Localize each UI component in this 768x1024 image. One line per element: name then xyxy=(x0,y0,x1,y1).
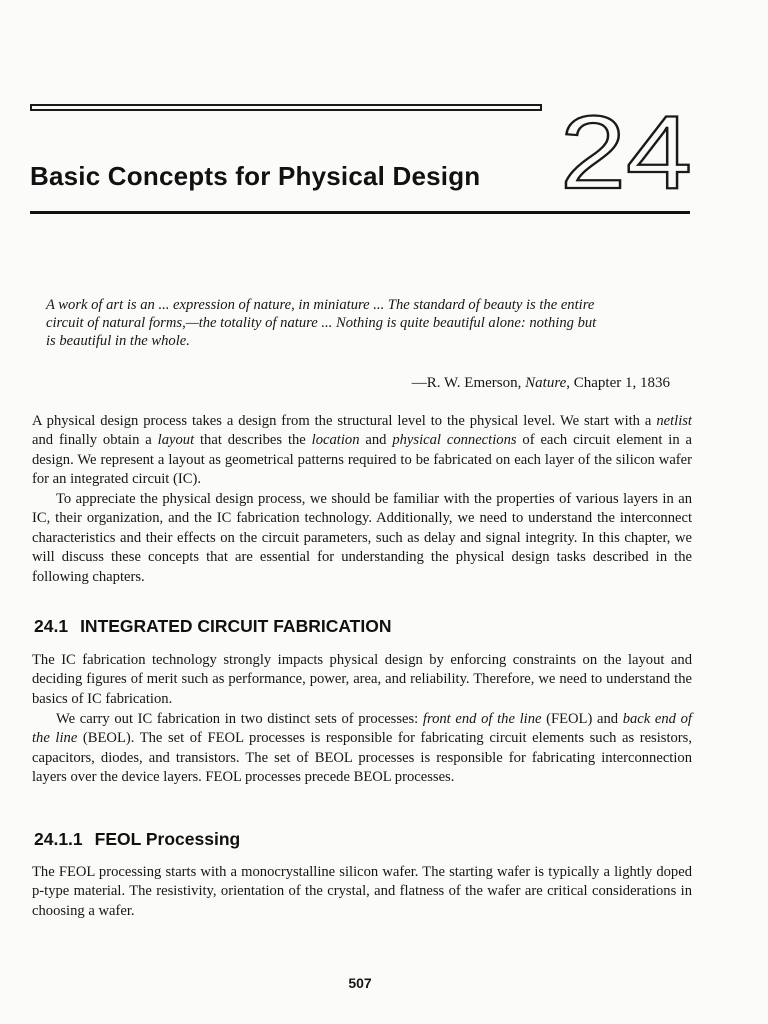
epigraph-attribution xyxy=(370,375,670,392)
attribution-work: Nature xyxy=(525,375,567,391)
section-24-1-1-paragraph-1: The FEOL processing starts with a monocrystalline silicon wafer. The starting wafer is typically a lightly doped p-type material. The resistivity, orientation of the crystal, and flatness of the wafer are critical considerations in choosing a wafer. xyxy=(32,864,692,919)
epigraph-quote xyxy=(46,296,678,350)
epigraph-line: is beautiful in the whole. xyxy=(46,333,190,349)
epigraph-line: circuit of natural forms,—the totality of nature ... Nothing is quite beautiful alone: nothing but xyxy=(46,315,597,331)
intro-paragraph-2: To appreciate the physical design process, we should be familiar with the properties of various layers in an IC, their organization, and the IC fabrication technology. Additionally, we need to understand the interconnect characteristics and their effects on the circuit parameters, such as delay and signal integrity. In this chapter, we will discuss these concepts that are essential for understanding the physical design tasks described in the following chapters. xyxy=(32,491,692,585)
chapter-number xyxy=(556,100,696,200)
chapter-title: Basic Concepts for Physical Design xyxy=(30,161,481,191)
attribution-source: , Chapter 1, 1836 xyxy=(566,375,670,391)
section-title: FEOL Processing xyxy=(94,829,241,849)
section-24-1-paragraph-1: The IC fabrication technology strongly impacts physical design by enforcing constraints on the layout and deciding figures of merit such as performance, power, area, and reliability. Therefore, we need to understand the basics of IC fabrication. xyxy=(32,652,692,707)
chapter-number-text: 24 xyxy=(560,100,692,200)
header-rule-top xyxy=(30,104,542,111)
page-number: 507 xyxy=(348,975,372,991)
header-rule-bottom xyxy=(30,211,690,214)
attribution-author: —R. W. Emerson, xyxy=(411,375,526,391)
section-title: INTEGRATED CIRCUIT FABRICATION xyxy=(80,616,392,636)
section-heading-24-1 xyxy=(34,616,391,637)
intro-paragraph-1: A physical design process takes a design from the structural level to the physical level. We start with a netlist and finally obtain a layout that describes the location and physical connections of each circuit element in a design. We represent a layout as geometrical patterns required to be fabricated on each layer of the silicon wafer for an integrated circuit (IC). xyxy=(32,413,692,488)
section-24-1-paragraph-2: We carry out IC fabrication in two distinct sets of processes: front end of the line (FEOL) and back end of the line (BEOL). The set of FEOL processes is responsible for fabricating circuit elements such as resistors, capacitors, diodes, and transistors. The set of BEOL processes is responsible for fabricating interconnection layers over the device layers. FEOL processes precede BEOL processes. xyxy=(32,711,692,786)
epigraph-line: A work of art is an ... expression of nature, in miniature ... The standard of beauty is the entire xyxy=(46,297,595,313)
section-number: 24.1.1 xyxy=(34,829,83,849)
section-heading-24-1-1 xyxy=(34,829,240,850)
section-number: 24.1 xyxy=(34,616,69,636)
